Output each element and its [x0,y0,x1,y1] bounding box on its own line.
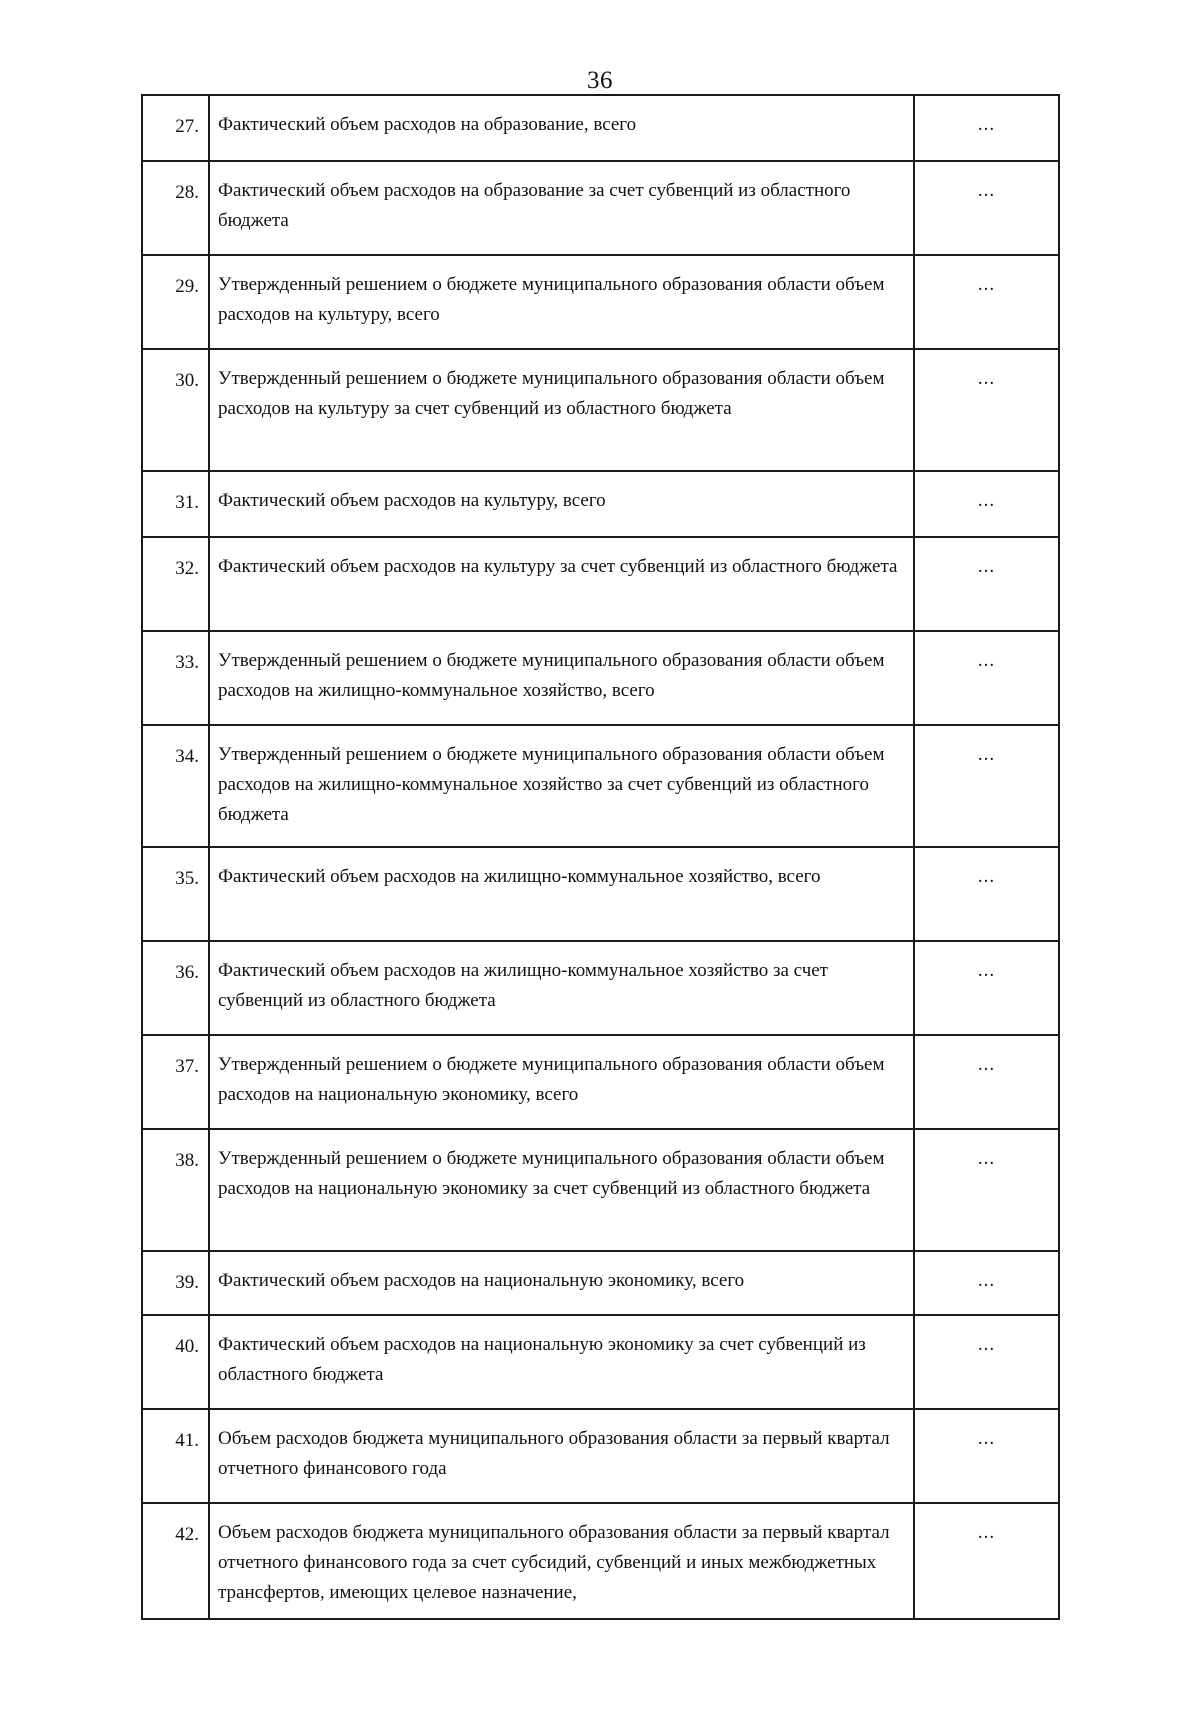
row-value: ... [914,471,1059,537]
table-body [142,95,1059,1619]
row-number: 29. [142,255,209,349]
table-row [142,1503,1059,1619]
row-description: Утвержденный решением о бюджете муниципального образования области объем расходов на жилищно-коммунальное хозяйство за счет субвенций из областного бюджета [209,725,914,847]
row-value: ... [914,941,1059,1035]
row-description: Утвержденный решением о бюджете муниципального образования области объем расходов на культуру за счет субвенций из областного бюджета [209,349,914,471]
row-description: Объем расходов бюджета муниципального образования области за первый квартал отчетного финансового года [209,1409,914,1503]
row-value: ... [914,1251,1059,1315]
row-number: 36. [142,941,209,1035]
row-number: 27. [142,95,209,161]
row-number: 42. [142,1503,209,1619]
row-number: 37. [142,1035,209,1129]
row-description: Фактический объем расходов на жилищно-коммунальное хозяйство за счет субвенций из областного бюджета [209,941,914,1035]
row-value: ... [914,349,1059,471]
row-number: 39. [142,1251,209,1315]
row-description: Фактический объем расходов на культуру за счет субвенций из областного бюджета [209,537,914,631]
row-value: ... [914,847,1059,941]
row-value: ... [914,1129,1059,1251]
table-row [142,161,1059,255]
table-row [142,1035,1059,1129]
table-row [142,537,1059,631]
row-value: ... [914,95,1059,161]
row-description: Утвержденный решением о бюджете муниципального образования области объем расходов на национальную экономику за счет субвенций из областного бюджета [209,1129,914,1251]
row-description: Утвержденный решением о бюджете муниципального образования области объем расходов на жилищно-коммунальное хозяйство, всего [209,631,914,725]
row-description: Фактический объем расходов на национальную экономику за счет субвенций из областного бюджета [209,1315,914,1409]
row-value: ... [914,631,1059,725]
table-row [142,941,1059,1035]
row-value: ... [914,1315,1059,1409]
row-number: 34. [142,725,209,847]
row-number: 35. [142,847,209,941]
table-row [142,725,1059,847]
row-number: 30. [142,349,209,471]
row-number: 32. [142,537,209,631]
table-row [142,847,1059,941]
table-row [142,95,1059,161]
row-number: 40. [142,1315,209,1409]
row-number: 33. [142,631,209,725]
table-row [142,1409,1059,1503]
row-description: Фактический объем расходов на культуру, всего [209,471,914,537]
row-value: ... [914,255,1059,349]
row-value: ... [914,1503,1059,1619]
indicators-table [141,94,1060,1620]
row-number: 28. [142,161,209,255]
row-description: Фактический объем расходов на жилищно-коммунальное хозяйство, всего [209,847,914,941]
table-row [142,349,1059,471]
row-value: ... [914,1409,1059,1503]
row-description: Фактический объем расходов на образование, всего [209,95,914,161]
table-row [142,631,1059,725]
table-row [142,1251,1059,1315]
row-number: 38. [142,1129,209,1251]
row-description: Фактический объем расходов на национальную экономику, всего [209,1251,914,1315]
row-description: Объем расходов бюджета муниципального образования области за первый квартал отчетного финансового года за счет субсидий, субвенций и иных межбюджетных трансфертов, имеющих целевое назначение, [209,1503,914,1619]
page-number: 36 [587,67,613,94]
row-value: ... [914,725,1059,847]
row-description: Утвержденный решением о бюджете муниципального образования области объем расходов на культуру, всего [209,255,914,349]
row-number: 31. [142,471,209,537]
table-row [142,255,1059,349]
row-value: ... [914,1035,1059,1129]
row-value: ... [914,537,1059,631]
table-row [142,1129,1059,1251]
table-row [142,1315,1059,1409]
row-value: ... [914,161,1059,255]
table-row [142,471,1059,537]
row-description: Утвержденный решением о бюджете муниципального образования области объем расходов на национальную экономику, всего [209,1035,914,1129]
row-description: Фактический объем расходов на образование за счет субвенций из областного бюджета [209,161,914,255]
row-number: 41. [142,1409,209,1503]
